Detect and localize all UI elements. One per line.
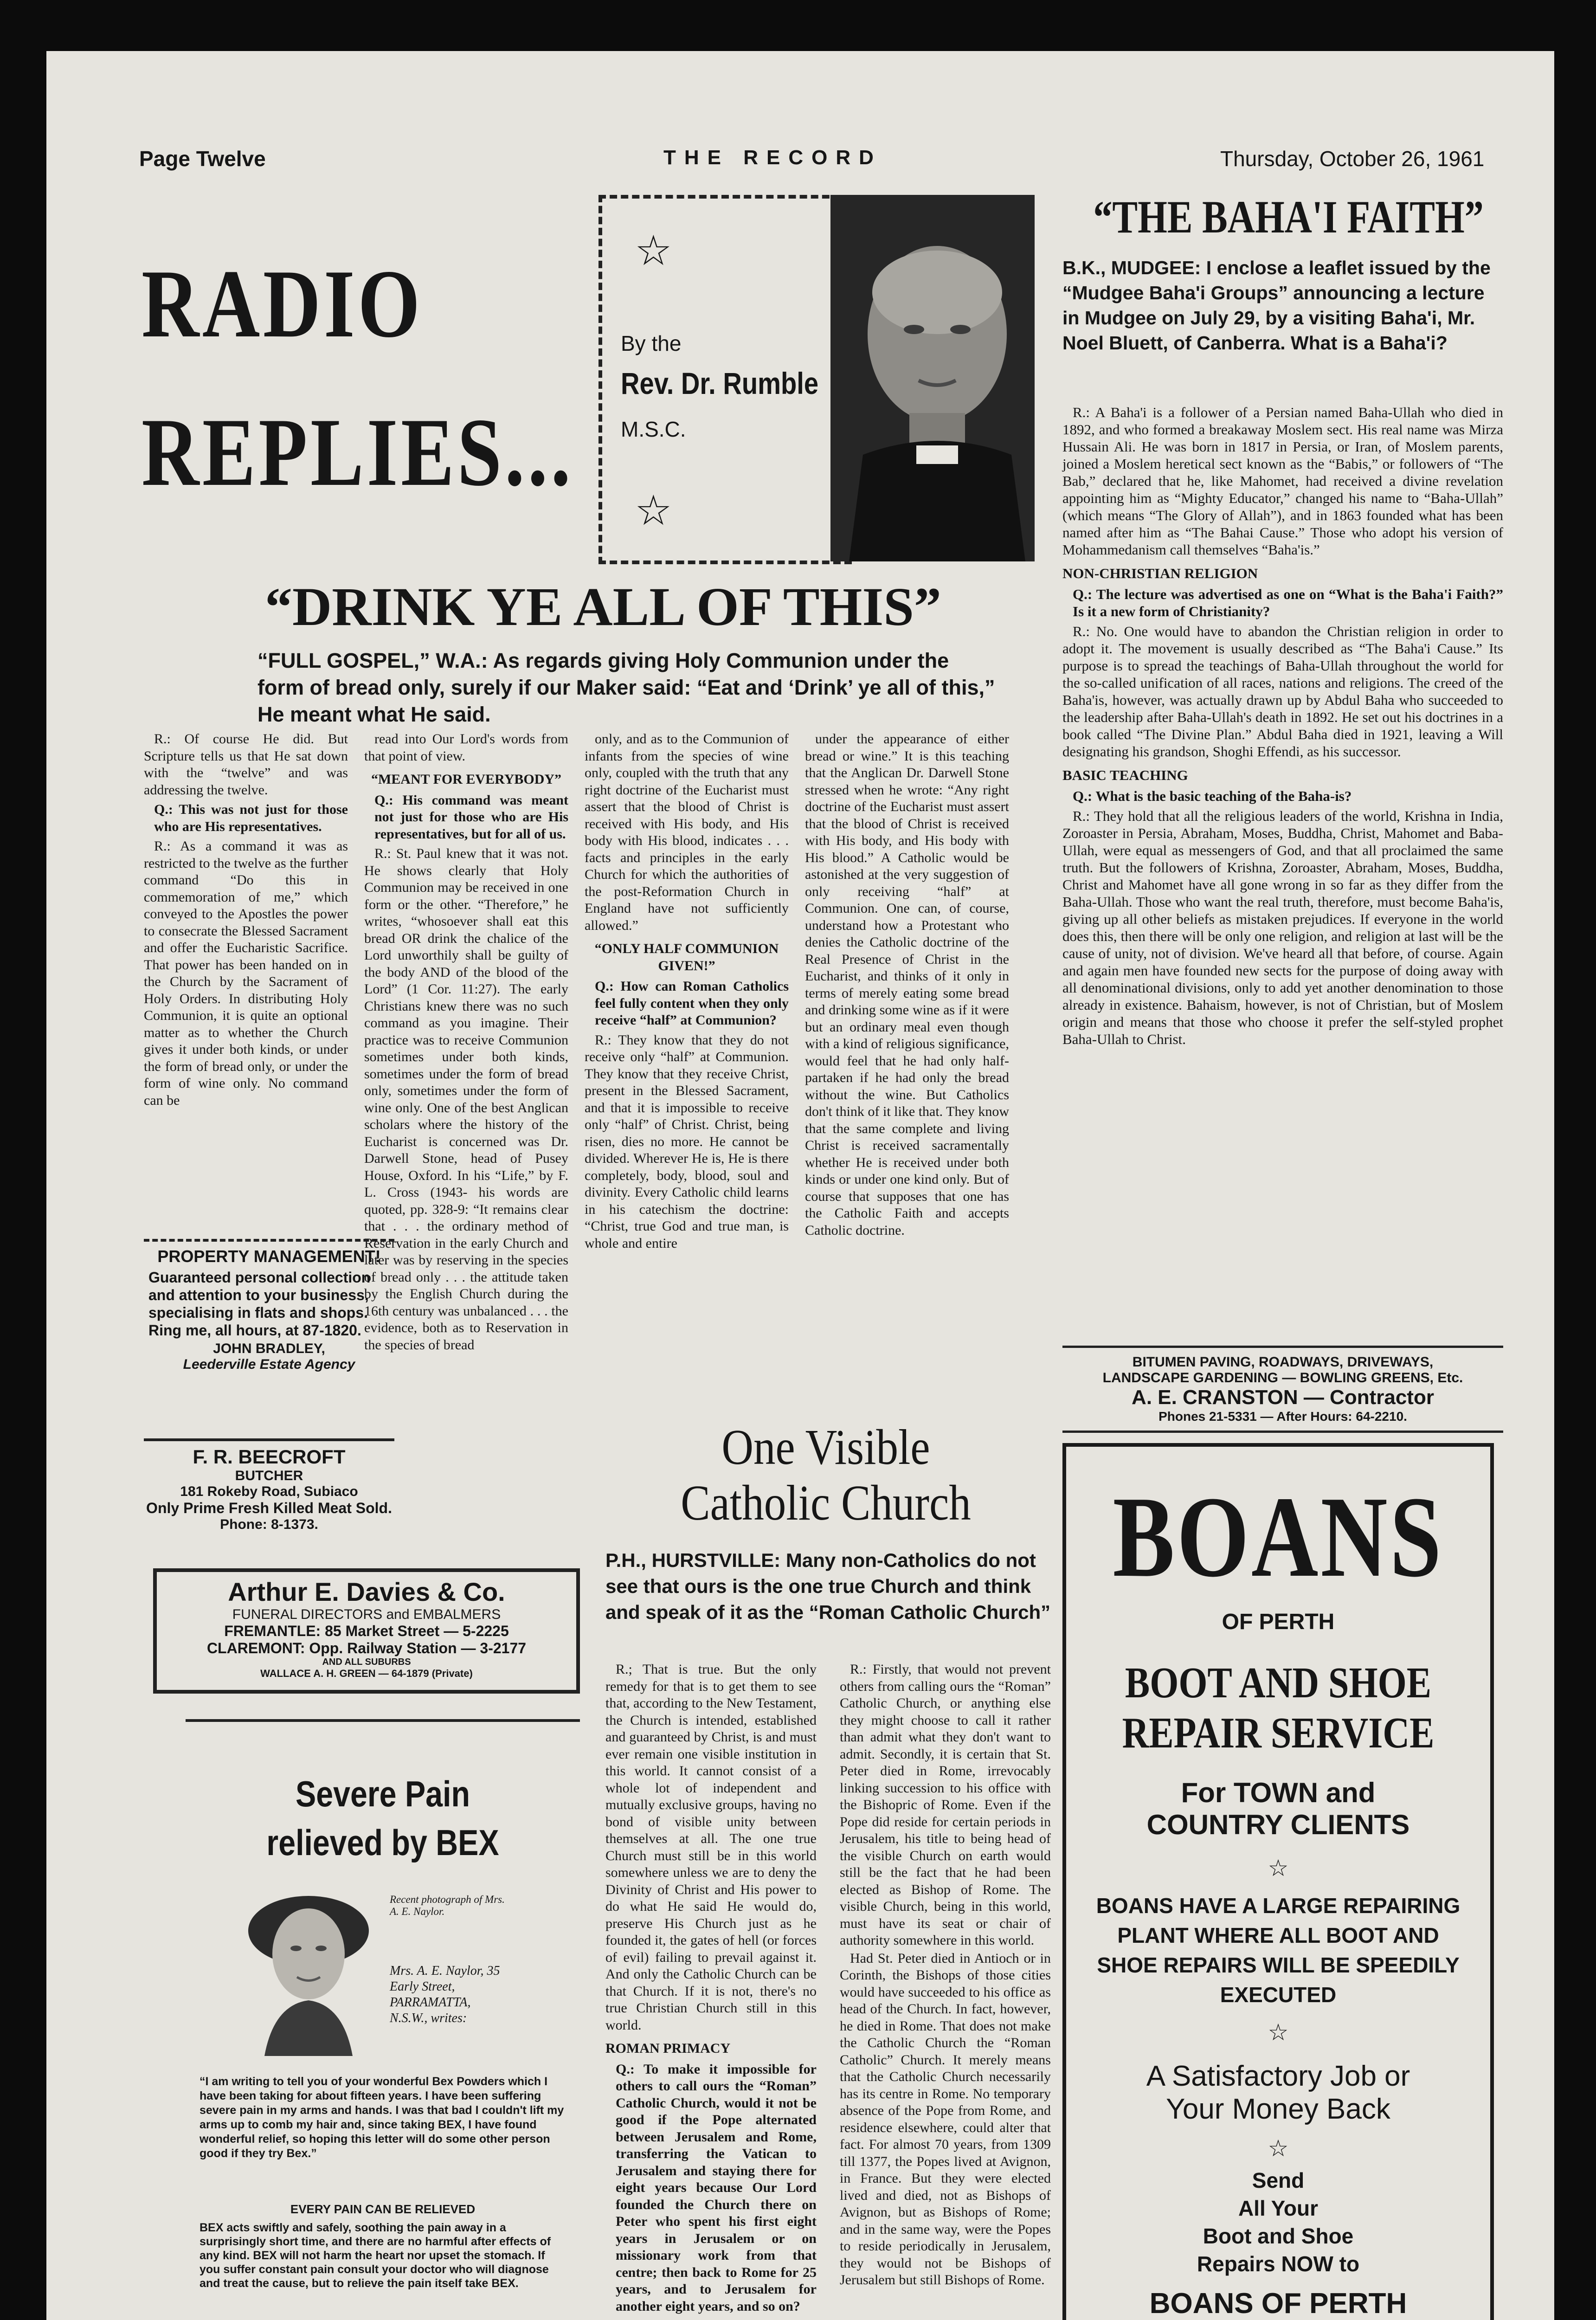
visible-column-1 [605, 1661, 817, 2318]
cranston-name: A. E. CRANSTON — Contractor [1132, 1386, 1434, 1409]
testimonial-writer: Mrs. A. E. Naylor, 35 Early Street, PARRAMATTA, N.S.W., writes: [390, 1964, 500, 2025]
issue-date: Thursday, October 26, 1961 [1220, 147, 1485, 171]
subheading-meant-for-everybody: “MEANT FOR EVERYBODY” [371, 772, 562, 787]
drink-answer-4: R.: They know that they do not receive only “half” at Communion. They know that they receive Christ, present in the Blessed Sacrament, and that it is impossible to receive only “half” of Christ. Christ, being risen, dies no more. He cannot be divided. Wherever He is, He is there completely, body, blood, soul and divinity. Every Catholic child learns in his catechism the doctrine: “Christ, true God and true man, is whole and entire [585, 1032, 789, 1251]
bex-headline-2: relieved by BEX [266, 1822, 499, 1863]
drink-question: “FULL GOSPEL,” W.A.: As regards giving Holy Communion under the form of bread only, surely if our Maker said: “Eat and ‘Drink’ ye all of this,” He meant what He said. [257, 649, 995, 726]
star-icon: ☆ [635, 228, 672, 274]
davies-ad [153, 1568, 580, 1694]
author-portrait [830, 195, 1035, 561]
drink-column-2 [364, 731, 568, 1354]
drink-question-2: Q.: This was not just for those who are His representatives. [154, 802, 348, 834]
boans-footer: BOANS OF PERTH [1149, 2288, 1407, 2320]
subheading-only-half-communion: “ONLY HALF COMMUNION GIVEN!” [594, 941, 779, 973]
davies-private: WALLACE A. H. GREEN — 64-1879 (Private) [260, 1668, 473, 1679]
bex-body: BEX acts swiftly and safely, soothing the pain away in a surprisingly short time, and there are no harmful after effects of any kind. BEX will not harm the heart nor upset the stomach. If you suffer constant pain consult your doctor who will diagnose and treat the cause, but to relieve the pain itself take BEX. [200, 2221, 551, 2290]
cranston-phones: Phones 21-5331 — After Hours: 64-2210. [1158, 1409, 1407, 1424]
boans-ad [1062, 1443, 1494, 2320]
drink-text: under the appearance of either bread or wine.” It is this teaching that the Anglican Dr. Darwell Stone stressed when he wrote: “Any right doctrine of the Eucharist must assert that the blood of Christ is received with His body, and His body with His blood.” A Catholic would be astonished at the very suggestion of only receiving “half” at Communion. One can, of course, understand how a Protestant who denies the Catholic doctrine of the Real Presence of Christ in the Eucharist, and thinks of it only in terms of merely eating some bread and drinking some wine as if it were but an ordinary meal even though with a kind of religious significance, would feel that he had only half-partaken if he had only the bread without the wine. But Catholics don't think of it like that. They know that the same complete and living Christ is received sacramentally whether He is received under both kinds or under one kind only. But of course that supposes that one has the Catholic Faith and accepts Catholic doctrine. [805, 731, 1009, 1238]
visible-answer-2: R.: Firstly, that would not prevent others from calling ours the “Roman” Catholic Church, or anything else they might choose to call it rather than admit what they don't want to admit. Secondly, it is certain that St. Peter died in Rome, irrevocably linking succession to his office with the Bishopric of Rome. Even if the Pope did reside for certain periods in Jerusalem, his title to being head of the visible Church on earth would still be the fact that he had been elected as Bishop of Rome. The visible Church, being in this world, must have its seat or chair of authority somewhere in this world. [840, 1662, 1051, 1948]
page-number: Page Twelve [139, 147, 266, 171]
boans-send: Send All Your Boot and Shoe Repairs NOW to [1197, 2168, 1360, 2276]
bahai-answer-2: R.: No. One would have to abandon the Christian religion in order to adopt it. The movement is usually described as “The Baha'i Cause.” Its purpose is to spread the teachings of Baha-Ullah throughout the world for the so-called unification of all races, nations and religions. The creed of the Baha'is, however, was actually drawn up by Abdul Baha who succeeded to the leadership after Baha-Ullah's death in 1892. He set out his doctrines in a book called “The Divine Plan.” Abdul Baha died in 1921, leaving a Will designating his grandson, Shoghi Effendi, as his successor. [1062, 623, 1503, 760]
butcher-line: Only Prime Fresh Killed Meat Sold. [146, 1500, 392, 1516]
butcher-ad [144, 1438, 394, 1533]
boans-sub-2: COUNTRY CLIENTS [1146, 1809, 1410, 1840]
drink-question-3: Q.: His command was meant not just for those who are His representatives, but for all of us. [374, 792, 568, 842]
visible-question-2: Q.: To make it impossible for others to call ours the “Roman” Catholic Church, would it not be good if the Pope alternated between Jerusalem and Rome, transferring the Vatican to Jerusalem and staying there for eight years because Our Lord founded the Church there on Peter who spent his first eight years in Jerusalem or on missionary work from that centre; then back to Rome for 25 years, and to Jerusalem for another eight years, and so on? [616, 2061, 817, 2314]
bahai-question: B.K., MUDGEE: I enclose a leaflet issued by the “Mudgee Baha'i Groups” announcing a lecture in Mudgee on July 29, by a visiting Baha'i, Mr. Noel Bluett, of Canberra. What is a Baha'i? [1062, 257, 1491, 354]
drink-column-4 [805, 731, 1009, 1240]
boans-sub-1: For TOWN and [1181, 1777, 1376, 1808]
bahai-question-2: Q.: The lecture was advertised as one on “What is the Baha'i Faith?” Is it a new form of Christianity? [1073, 586, 1503, 619]
boans-headline-1: BOOT AND SHOE [1125, 1659, 1432, 1707]
drink-text: only, and as to the Communion of infants from the species of wine only, coupled with the truth that any right doctrine of the Eucharist must assert that the blood of Christ is received with His body, and His body with His blood, indicates . . . facts and principles in the early Church for which the authorities of the post-Reformation Church in England have not sufficiently allowed.” [585, 731, 789, 933]
paper-name: THE RECORD [663, 146, 882, 169]
newspaper-page [46, 51, 1554, 2320]
star-icon: ☆ [1268, 2135, 1289, 2161]
photo-caption: Recent photograph of Mrs. A. E. Naylor. [390, 1894, 505, 1917]
drink-headline: “DRINK YE ALL OF THIS” [265, 576, 941, 637]
subheading-basic-teaching: BASIC TEACHING [1062, 767, 1188, 783]
visible-headline [622, 1420, 1030, 1531]
drink-column-3 [585, 731, 789, 1253]
drink-answer-3: R.: St. Paul knew that it was not. He shows clearly that Holy Communion may be received in one form or the other. “Therefore,” he writes, “whosoever shall eat this bread OR drink the chalice of the Lord unworthily shall be guilty of the body AND of the blood of the Lord” (1 Cor. 11:27). The early Christians knew there was no such command as you imagine. Their practice was to receive Communion sometimes under both kinds, sometimes under the form of bread only, sometimes under the form of wine only. One of the best Anglican scholars where the history of the Eucharist is concerned was Dr. Darwell Stone, head of Pusey House, Oxford. In his “Life,” by F. L. Cross (1943- his words are quoted, pp. 328-9: “It remains clear that . . . the ordinary method of Reservation in the early Church and later was by reserving in the species of bread only . . . the attitude taken by the English Church during the 16th century was unbalanced . . . the evidence, both as to Reservation in the species of bread [364, 846, 568, 1353]
star-icon: ☆ [1268, 1855, 1289, 1881]
boans-of-perth: OF PERTH [1222, 1610, 1335, 1634]
boans-guarantee-1: A Satisfactory Job or [1146, 2060, 1410, 2092]
visible-headline-line-1: One Visible [721, 1420, 930, 1475]
visible-headline-line-2: Catholic Church [681, 1476, 971, 1531]
cranston-line-1: BITUMEN PAVING, ROADWAYS, DRIVEWAYS, [1132, 1354, 1434, 1370]
property-agency: Leederville Estate Agency [183, 1357, 355, 1372]
property-name: JOHN BRADLEY, [213, 1341, 325, 1356]
bahai-answer-1: R.: A Baha'i is a follower of a Persian named Baha-Ullah who died in 1892, and who formed a breakaway Moslem sect. His real name was Mirza Hussain Ali. He was born in 1817 in Persia, or Iran, of Moslem parents, joined a Moslem heretical sect known as the “Babis,” or followers of “The Bab,” declared that he, like Mahomet, had received a divine revelation appointing him as “Mighty Educator,” changed his name to “Baha-Ullah” (which means “The Glory of Allah”), and in 1863 founded what has been named after him as “The Bahai Cause.” Those who adopt his version of Mohammedanism call themselves “Baha'is.” [1062, 404, 1503, 558]
visible-answer: R.; That is true. But the only remedy for that is to get them to see that, according to the New Testament, the Church is intended, established and guaranteed by Christ, is and must ever remain one visible institution in this world. It cannot consist of a whole lot of independent and mutually exclusive groups, having no bond of visible unity between themselves at all. The one true Church must still be in this world somewhere unless we are to deny the Divinity of Christ and His power to do what He said He would do, preserve His Church just as he founded it, the gates of hell (or forces of evil) failing to prevail against it. And only the Catholic Church can be that Church. If it is not, there's no true Christian Church still in this world. [605, 1662, 817, 2033]
bex-subheading: EVERY PAIN CAN BE RELIEVED [290, 2202, 476, 2216]
davies-trade: FUNERAL DIRECTORS and EMBALMERS [232, 1607, 501, 1622]
radio-title: RADIO [142, 250, 423, 358]
bahai-answer-3: R.: They hold that all the religious leaders of the world, Krishna in India, Zoroaster in Persia, Abraham, Moses, Buddha, Christ, Mahomet and Baba-Ullah, were equal as messengers of God, and that all proclaimed the same truth. But the followers of Krishna, Zoroaster, Abraham, Moses, Buddha, Christ and Mahomet have all gone wrong in so far as they differ from the Baha-Ullah. Those who want the real truth, therefore, must become Baha'is, giving up all other beliefs as mistaken prejudices. If everyone in the world does this, then there will be only one religion, and religion at last will be the cause of unity, not of division. We've heard all that before, of course. Again and again men have founded new sects for the purpose of doing away with all denominational divisions, only to add yet another denomination to those already in existence. Bahaism, however, is not of Christian, but of Moslem origin and means that those who choose it prefer the self-styled prophet Baha-Ullah to Christ. [1062, 808, 1503, 1047]
property-body: Guaranteed personal collection and attention to your business, specialising in flats and shops. Ring me, all hours, at 87-1820. [148, 1269, 371, 1339]
cranston-line-2: LANDSCAPE GARDENING — BOWLING GREENS, Etc. [1102, 1370, 1463, 1386]
visible-column-2 [840, 1661, 1051, 2290]
cranston-ad [1062, 1346, 1503, 1433]
drink-answer: R.: Of course He did. But Scripture tells us that He sat down with the “twelve” and was addressing the twelve. [144, 731, 348, 798]
star-icon: ☆ [1268, 2019, 1289, 2045]
drink-column-1 [144, 731, 348, 1110]
bahai-body [1062, 404, 1503, 1049]
customer-photo [246, 1889, 371, 2056]
property-title: PROPERTY MANAGEMENT! [157, 1247, 381, 1266]
boans-guarantee-2: Your Money Back [1166, 2093, 1390, 2125]
boans-headline-2: REPAIR SERVICE [1122, 1709, 1435, 1757]
subheading-non-christian: NON-CHRISTIAN RELIGION [1062, 565, 1258, 581]
davies-suburbs: AND ALL SUBURBS [322, 1657, 411, 1667]
byline-by: By the [621, 331, 682, 355]
visible-question: P.H., HURSTVILLE: Many non-Catholics do not see that ours is the one true Church and think and speak of it as the “Roman Catholic Church” [605, 1549, 1051, 1623]
subheading-roman-primacy: ROMAN PRIMACY [605, 2041, 731, 2056]
butcher-name: F. R. BEECROFT [193, 1446, 346, 1468]
drink-question-4: Q.: How can Roman Catholics feel fully content when they only receive “half” at Communion? [595, 979, 789, 1028]
property-ad [144, 1239, 394, 1373]
butcher-address: 181 Rokeby Road, Subiaco [180, 1484, 358, 1499]
davies-name: Arthur E. Davies & Co. [228, 1577, 505, 1606]
boans-logo: BOANS [1113, 1473, 1444, 1601]
bahai-question-3: Q.: What is the basic teaching of the Baha-is? [1073, 788, 1352, 804]
byline-author: Rev. Dr. Rumble [621, 366, 819, 400]
bex-headline-1: Severe Pain [296, 1773, 470, 1814]
drink-text: read into Our Lord's words from that point of view. [364, 731, 568, 764]
davies-claremont: CLAREMONT: Opp. Railway Station — 3-2177 [206, 1640, 527, 1656]
testimonial-quote: “I am writing to tell you of your wonderful Bex Powders which I have been taking for about fifteen years. I have been suffering severe pain in my arms and hands. I was that bad I couldn't lift my arms up to comb my hair and, since taking BEX, I have found wonderful relief, so hoping this letter will do some other person good if they try Bex.” [200, 2075, 564, 2160]
bahai-headline: “THE BAHA'I FAITH” [1093, 191, 1484, 243]
boans-body: BOANS HAVE A LARGE REPAIRING PLANT WHERE ALL BOOT AND SHOE REPAIRS WILL BE SPEEDILY EXECUTED [1096, 1894, 1461, 2007]
davies-fremantle: FREMANTLE: 85 Market Street — 5-2225 [224, 1623, 509, 1639]
drink-answer-2: R.: As a command it was as restricted to the twelve as the further command “Do this in commemoration of me,” which conveyed to the Apostles the power to consecrate the Blessed Sacrament and offer the Eucharistic Sacrifice. That power has been handed on in the Church by the Sacrament of Holy Orders. In distributing Holy Communion, it is quite an optional matter as to whether the Church gives it under both kinds, or under the form of bread only, or under the form of wine only. No command can be [144, 838, 348, 1108]
byline-suffix: M.S.C. [621, 417, 686, 441]
visible-answer-3: Had St. Peter died in Antioch or in Corinth, the Bishops of those cities would have succeeded to his office as head of the Church. In fact, however, he died in Rome. That does not make the Catholic Church the “Roman Catholic” Church. It merely means that the Catholic Church necessarily has its centre in Rome. No temporary absence of the Pope from Rome, and residence elsewhere, could alter that fact. For almost 70 years, from 1309 till 1377, the Popes lived at Avignon, in France. But they were elected lived and died, not as Bishops of Avignon, but as Bishops of Rome; and in the same way, were the Popes to reside periodically in Jerusalem, they would not be Bishops of Jerusalem but still Bishops of Rome. [840, 1950, 1051, 2288]
butcher-trade: BUTCHER [235, 1468, 303, 1483]
star-icon: ☆ [635, 488, 672, 534]
bex-ad [186, 1719, 580, 2320]
replies-title: REPLIES... [142, 399, 574, 506]
butcher-phone: Phone: 8-1373. [220, 1517, 318, 1532]
byline-box [598, 195, 852, 564]
